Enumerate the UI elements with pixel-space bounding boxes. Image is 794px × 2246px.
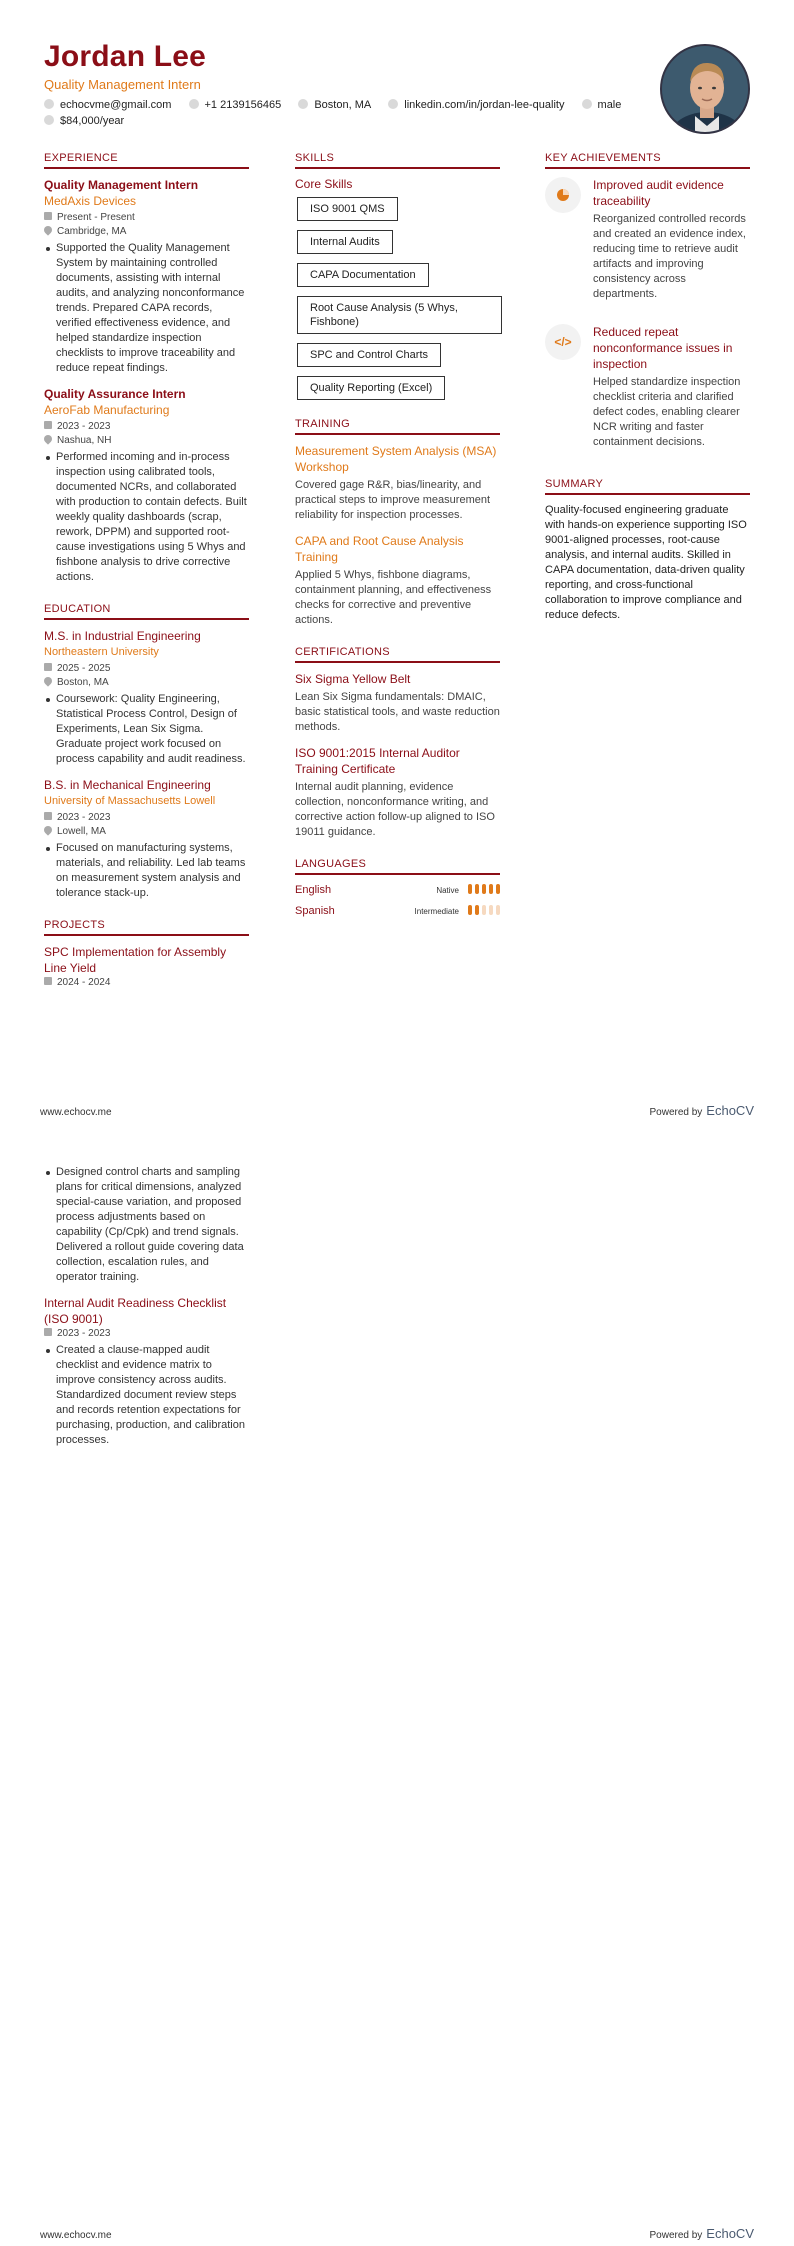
- contact-gender: male: [582, 97, 622, 113]
- training-name: CAPA and Root Cause Analysis Training: [295, 534, 464, 564]
- project-name: Internal Audit Readiness Checklist (ISO 9001): [44, 1296, 227, 1326]
- skills-section: [295, 152, 500, 400]
- project-dates: 2023 - 2023: [44, 1327, 249, 1341]
- code-icon: </>: [545, 324, 581, 360]
- experience-item: [44, 386, 249, 585]
- experience-section: [44, 152, 249, 585]
- page-footer: [40, 2226, 754, 2241]
- experience-heading: EXPERIENCE: [44, 152, 249, 169]
- achievement-desc: Helped standardize inspection checklist criteria and clarified defect codes, enabling clearer NCR writing and faster containment decisions.: [593, 376, 741, 448]
- achievements-section: [545, 152, 750, 460]
- job-role: Quality Assurance Intern: [44, 387, 186, 401]
- project-bullet: Designed control charts and sampling plans for critical dimensions, analyzed special-cause variation, and proposed process adjustments based on capability (Cp/Cpk) and trend signals. Delivered a rollout guide covering data collection, escalation rules, and operator training.: [44, 1165, 249, 1285]
- left-column-continued: [44, 1163, 249, 1458]
- certifications-section: [295, 646, 500, 840]
- job-bullet: Supported the Quality Management System by maintaining controlled documents, assisting with internal audits, and analyzing nonconformance trends. Prepared CAPA records, verified effectiveness evidence, and helped standardize inspection checklists to improve traceability and reduce repeat findings.: [44, 241, 249, 376]
- location-pin-icon: [42, 675, 53, 686]
- footer-brand: Powered by EchoCV: [649, 1103, 754, 1118]
- salary-icon: [44, 115, 54, 125]
- summary-text: Quality-focused engineering graduate with hands-on experience supporting ISO 9001-aligned processes, root-cause analysis, and internal audits. Skilled in CAPA documentation, data-driven quality reporting, and cross-functional collaboration to improve compliance and reduce defects.: [545, 504, 747, 621]
- link-icon: [388, 99, 398, 109]
- language-name: Spanish: [295, 905, 335, 917]
- skill-chip: CAPA Documentation: [297, 263, 429, 287]
- certification-desc: Lean Six Sigma fundamentals: DMAIC, basic statistical tools, and waste reduction methods.: [295, 691, 500, 733]
- certification-name: ISO 9001:2015 Internal Auditor Training Certificate: [295, 746, 460, 776]
- skill-chip: Root Cause Analysis (5 Whys, Fishbone): [297, 296, 502, 334]
- location-pin-icon: [42, 824, 53, 835]
- certification-desc: Internal audit planning, evidence collection, nonconformance writing, and corrective action follow-up aligned to ISO 19011 guidance.: [295, 781, 495, 838]
- training-heading: TRAINING: [295, 418, 500, 435]
- candidate-title: Quality Management Intern: [44, 77, 201, 92]
- contact-info: [44, 97, 644, 129]
- degree: B.S. in Mechanical Engineering: [44, 778, 211, 792]
- language-rating: [465, 884, 500, 897]
- location-pin-icon: [42, 224, 53, 235]
- pie-chart-icon: [545, 177, 581, 213]
- calendar-icon: [44, 1328, 52, 1336]
- achievement-item: [545, 324, 750, 460]
- training-desc: Covered gage R&R, bias/linearity, and practical steps to improve measurement reliability for inspection processes.: [295, 479, 491, 521]
- job-location: Nashua, NH: [44, 434, 249, 448]
- school: Northeastern University: [44, 646, 159, 658]
- job-company: AeroFab Manufacturing: [44, 403, 170, 417]
- languages-section: [295, 858, 500, 918]
- summary-heading: SUMMARY: [545, 478, 750, 495]
- language-level: Intermediate: [414, 906, 459, 916]
- contact-location: Boston, MA: [298, 97, 371, 113]
- page-footer: [40, 1103, 754, 1118]
- skills-heading: SKILLS: [295, 152, 500, 169]
- calendar-icon: [44, 212, 52, 220]
- language-row: [295, 904, 500, 918]
- degree: M.S. in Industrial Engineering: [44, 629, 201, 643]
- project-item: [44, 1295, 249, 1448]
- skill-chip: SPC and Control Charts: [297, 343, 441, 367]
- education-item: [44, 777, 249, 901]
- projects-section: [44, 919, 249, 990]
- contact-linkedin[interactable]: linkedin.com/in/jordan-lee-quality: [388, 97, 564, 113]
- middle-column: [295, 152, 500, 936]
- calendar-icon: [44, 421, 52, 429]
- project-bullet: Created a clause-mapped audit checklist and evidence matrix to improve consistency across audits. Standardized document review steps and records retention expectations for purchasing, production, and calibration processes.: [44, 1343, 249, 1448]
- profile-photo: [660, 44, 750, 134]
- calendar-icon: [44, 663, 52, 671]
- project-bullets: [44, 1165, 249, 1285]
- school: University of Massachusetts Lowell: [44, 795, 216, 807]
- location-pin-icon: [42, 433, 53, 444]
- edu-bullet: Coursework: Quality Engineering, Statistical Process Control, Design of Experiments, Lean Six Sigma. Graduate project work focused on process capability and audit readiness.: [44, 692, 249, 767]
- resume-page-2: [0, 1123, 794, 2246]
- certifications-heading: CERTIFICATIONS: [295, 646, 500, 663]
- training-section: [295, 418, 500, 628]
- languages-heading: LANGUAGES: [295, 858, 500, 875]
- edu-dates: 2023 - 2023: [44, 811, 249, 825]
- certification-name: Six Sigma Yellow Belt: [295, 672, 411, 686]
- rating-dot: [496, 884, 500, 894]
- language-row: [295, 883, 500, 897]
- edu-location: Lowell, MA: [44, 825, 249, 839]
- edu-location: Boston, MA: [44, 676, 249, 690]
- job-bullets: [44, 241, 249, 376]
- achievement-title: Improved audit evidence traceability: [593, 178, 724, 208]
- rating-dot: [482, 884, 486, 894]
- footer-site-link[interactable]: www.echocv.me: [40, 1107, 112, 1118]
- education-heading: EDUCATION: [44, 603, 249, 620]
- edu-bullets: [44, 692, 249, 767]
- language-name: English: [295, 884, 332, 896]
- experience-item: [44, 177, 249, 376]
- job-dates: 2023 - 2023: [44, 420, 249, 434]
- skill-chip: Internal Audits: [297, 230, 393, 254]
- project-bullets: [44, 1343, 249, 1448]
- achievements-heading: KEY ACHIEVEMENTS: [545, 152, 750, 169]
- summary-section: [545, 478, 750, 623]
- achievement-desc: Reorganized controlled records and created an evidence index, reducing time to retrieve audit artifacts and improving consistency across departments.: [593, 213, 746, 300]
- project-dates: 2024 - 2024: [44, 976, 249, 990]
- left-column: [44, 152, 249, 1008]
- contact-email[interactable]: echocvme@gmail.com: [44, 97, 171, 113]
- project-name: SPC Implementation for Assembly Line Yield: [44, 945, 227, 975]
- training-name: Measurement System Analysis (MSA) Workshop: [295, 444, 497, 474]
- job-location: Cambridge, MA: [44, 225, 249, 239]
- echocv-logo[interactable]: EchoCV: [706, 1103, 754, 1118]
- rating-dot: [468, 905, 472, 915]
- rating-dot: [496, 905, 500, 915]
- language-rating: [465, 905, 500, 918]
- footer-brand: Powered by EchoCV: [649, 2226, 754, 2241]
- job-bullet: Performed incoming and in-process inspection using calibrated tools, documented NCRs, and collaborated with production to contain defects. Built weekly quality dashboards (scrap, rework, DPPM) and supported root-cause investigations using 5 Whys and fishbone analysis to drive corrective actions.: [44, 450, 249, 585]
- rating-dot: [489, 884, 493, 894]
- right-column: [545, 152, 750, 641]
- rating-dot: [475, 905, 479, 915]
- project-item-continued: [44, 1165, 249, 1285]
- job-bullets: [44, 450, 249, 585]
- avatar: [662, 46, 750, 134]
- calendar-icon: [44, 812, 52, 820]
- contact-phone[interactable]: +1 2139156465: [189, 97, 282, 113]
- edu-bullet: Focused on manufacturing systems, materials, and reliability. Led lab teams on measurement system analysis and tolerance stack-up.: [44, 841, 249, 901]
- rating-dot: [468, 884, 472, 894]
- echocv-logo[interactable]: EchoCV: [706, 2226, 754, 2241]
- language-level: Native: [436, 885, 459, 895]
- rating-dot: [482, 905, 486, 915]
- education-item: [44, 628, 249, 767]
- skill-chip: ISO 9001 QMS: [297, 197, 398, 221]
- user-icon: [582, 99, 592, 109]
- calendar-icon: [44, 977, 52, 985]
- email-icon: [44, 99, 54, 109]
- job-dates: Present - Present: [44, 211, 249, 225]
- candidate-name: Jordan Lee: [44, 40, 207, 73]
- projects-heading: PROJECTS: [44, 919, 249, 936]
- rating-dot: [475, 884, 479, 894]
- location-icon: [298, 99, 308, 109]
- phone-icon: [189, 99, 199, 109]
- job-role: Quality Management Intern: [44, 178, 199, 192]
- rating-dot: [489, 905, 493, 915]
- edu-dates: 2025 - 2025: [44, 662, 249, 676]
- project-item: [44, 944, 249, 990]
- training-desc: Applied 5 Whys, fishbone diagrams, containment planning, and effectiveness checks for corrective and preventive actions.: [295, 569, 492, 626]
- skill-chip: Quality Reporting (Excel): [297, 376, 445, 400]
- achievement-title: Reduced repeat nonconformance issues in inspection: [593, 325, 733, 371]
- footer-site-link[interactable]: www.echocv.me: [40, 2230, 112, 2241]
- job-company: MedAxis Devices: [44, 194, 137, 208]
- contact-salary: $84,000/year: [44, 113, 124, 129]
- achievement-item: [545, 177, 750, 312]
- edu-bullets: [44, 841, 249, 901]
- skills-group-title: Core Skills: [295, 177, 353, 191]
- education-section: [44, 603, 249, 901]
